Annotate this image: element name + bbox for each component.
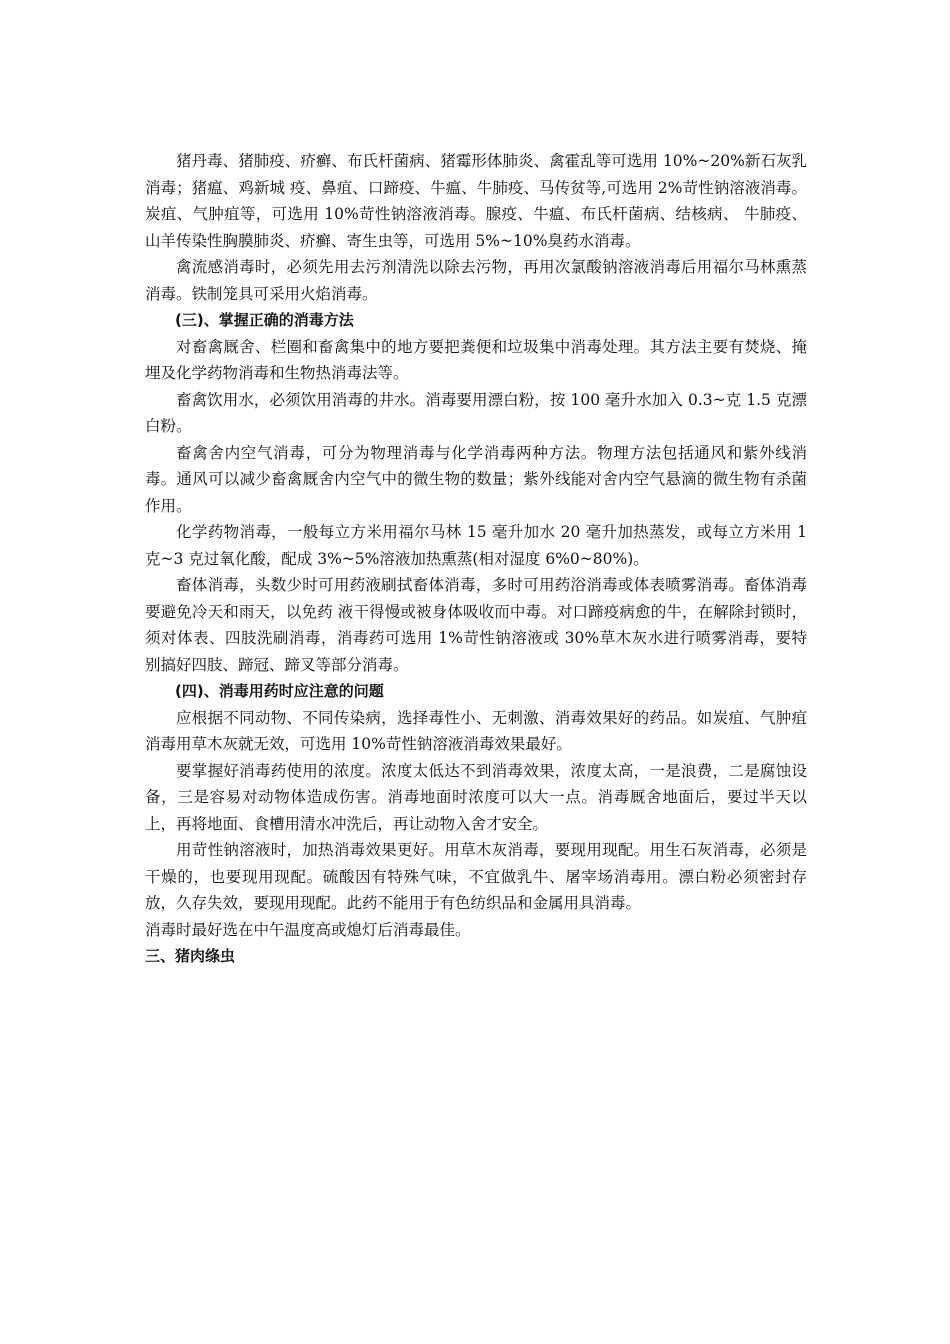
- paragraph-usage-notes: 用苛性钠溶液时，加热消毒效果更好。用草木灰消毒，要现用现配。用生石灰消毒，必须是干燥的，也要现用现配。硫酸因有特殊气味，不宜做乳牛、屠宰场消毒用。漂白粉必须密封存放，久存失效，要现用现配。此药不能用于有色纺织品和金属用具消毒。: [145, 841, 807, 912]
- paragraph-body-disinfection: 畜体消毒，头数少时可用药液刷拭畜体消毒，多时可用药浴消毒或体表喷雾消毒。畜体消毒要避免冷天和雨天，以免药 液干得慢或被身体吸收而中毒。对口蹄疫病愈的牛，在解除封锁时，须对体表、四肢洗刷消毒，消毒药可选用 1%苛性钠溶液或 30%草木灰水进行喷雾消毒，要特 别搞好四肢、蹄冠、蹄叉等部分消毒。: [145, 576, 807, 674]
- document-body: [145, 148, 807, 970]
- paragraph-air-disinfection: 畜禽舍内空气消毒，可分为物理消毒与化学消毒两种方法。物理方法包括通风和紫外线消毒。通风可以减少畜禽厩舍内空气中的微生物的数量；紫外线能对舍内空气悬滴的微生物有杀菌作用。: [145, 443, 807, 515]
- section-heading-4: (四)、消毒用药时应注意的问题: [175, 682, 384, 700]
- paragraph-avian-flu: 禽流感消毒时，必须先用去污剂清洗以除去污物，再用次氯酸钠溶液消毒后用福尔马林熏蒸消毒。铁制笼具可采用火焰消毒。: [145, 258, 807, 303]
- paragraph-drinking-water: 畜禽饮用水，必须饮用消毒的井水。消毒要用漂白粉，按 100 毫升水加入 0.3~克 1.5 克漂白粉。: [145, 390, 807, 435]
- paragraph-chemical-disinfection: 化学药物消毒，一般每立方米用福尔马林 15 毫升加水 20 毫升加热蒸发，或每立方米用 1 克~3 克过氧化酸，配成 3%~5%溶液加热熏蒸(相对湿度 6%0~80%)。: [145, 523, 807, 568]
- paragraph-drug-selection: 应根据不同动物、不同传染病，选择毒性小、无刺激、消毒效果好的药品。如炭疽、气肿疽消毒用草木灰就无效，可选用 10%苛性钠溶液消毒效果最好。: [145, 708, 807, 753]
- section-heading-3: (三)、掌握正确的消毒方法: [175, 311, 354, 329]
- paragraph-concentration: 要掌握好消毒药使用的浓度。浓度太低达不到消毒效果，浓度太高，一是浪费，二是腐蚀设备，三是容易对动物体造成伤害。消毒地面时浓度可以大一点。消毒厩舍地面后，要过半天以上，再将地面、食槽用清水冲洗后，再让动物入舍才安全。: [145, 761, 807, 833]
- paragraph-waste-disposal: 对畜禽厩舍、栏圈和畜禽集中的地方要把粪便和垃圾集中消毒处理。其方法主要有焚烧、掩埋及化学药物消毒和生物热消毒法等。: [145, 337, 807, 382]
- paragraph-disinfectant-choices: 猪丹毒、猪肺疫、疥癣、布氏杆菌病、猪霉形体肺炎、禽霍乱等可选用 10%~20%新石灰乳消毒；猪瘟、鸡新城 疫、鼻疽、口蹄疫、牛瘟、牛肺疫、马传贫等,可选用 2%苛性钠溶液消毒。炭疽、气肿疽等，可选用 10%苛性钠溶液消毒。腺疫、牛瘟、布氏杆菌病、结核病、 牛肺疫、山羊传染性胸膜肺炎、疥癣、寄生虫等，可选用 5%~10%臭药水消毒。: [145, 152, 807, 250]
- chapter-heading-pork-tapeworm: 三、猪肉绦虫: [145, 947, 236, 965]
- paragraph-best-time: 消毒时最好选在中午温度高或熄灯后消毒最佳。: [145, 920, 471, 939]
